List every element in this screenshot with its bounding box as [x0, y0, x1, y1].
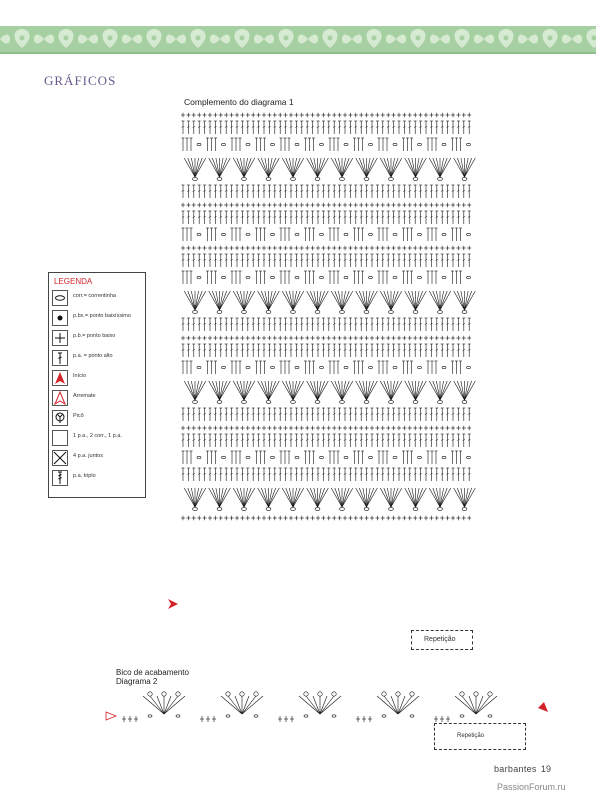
slip-stitch-dot-icon [52, 310, 68, 326]
start-arrow-icon [52, 370, 68, 386]
diagram2-title-line1: Bico de acabamento [116, 668, 189, 677]
legend-item [49, 329, 145, 348]
legend-item [49, 449, 145, 468]
repeat-label: Repetição [424, 636, 456, 643]
repeat-bracket-diagram2 [434, 723, 526, 750]
legend-item [49, 469, 145, 488]
diagram2-title [116, 668, 189, 686]
watermark: PassionForum.ru [497, 782, 566, 792]
legend-label: p.b.= ponto baixo [73, 333, 116, 339]
legend-label: Início [73, 373, 87, 379]
legend-item [49, 309, 145, 328]
legend-label: 1 p.a., 2 corr., 1 p.a. [73, 433, 122, 439]
finish-arrow-icon [52, 390, 68, 406]
decorative-banner [0, 0, 596, 56]
crochet-chart-diagram1 [180, 108, 480, 618]
legend-item [49, 289, 145, 308]
chain-oval-icon [52, 290, 68, 306]
repeat-label: Repetição [457, 733, 485, 739]
picot-icon [52, 410, 68, 426]
section-title: GRÁFICOS [44, 73, 117, 88]
double-crochet-icon [52, 350, 68, 366]
diagram2-title-line2: Diagrama 2 [116, 677, 158, 686]
repeat-bracket-diagram1 [411, 630, 473, 650]
diagram1-title: Complemento do diagrama 1 [184, 97, 294, 107]
legend-label: corr.= correntinha [73, 293, 116, 299]
legend-item [49, 349, 145, 368]
dc-ch-dc-icon [52, 430, 68, 446]
legend-label: p.bx.= ponto baixíssimo [73, 313, 131, 319]
legend-title: LEGENDA [54, 277, 93, 286]
page-number: 19 [540, 764, 552, 774]
legend-label: Arremate [73, 393, 96, 399]
crochet-chart-diagram2 [104, 686, 554, 726]
legend-label: p.a. = ponto alto [73, 353, 113, 359]
legend-label: 4 p.a. juntos [73, 453, 103, 459]
single-crochet-cross-icon [52, 330, 68, 346]
four-dc-together-icon [52, 450, 68, 466]
page-footer [494, 764, 551, 774]
legend-item [49, 429, 145, 448]
legend-label: p.a. triplo [73, 473, 96, 479]
legend-panel [48, 272, 146, 498]
magazine-name: barbantes [494, 764, 537, 774]
legend-item [49, 409, 145, 428]
legend-item [49, 369, 145, 388]
treble-crochet-icon [52, 470, 68, 486]
legend-label: Picô [73, 413, 84, 419]
legend-item [49, 389, 145, 408]
